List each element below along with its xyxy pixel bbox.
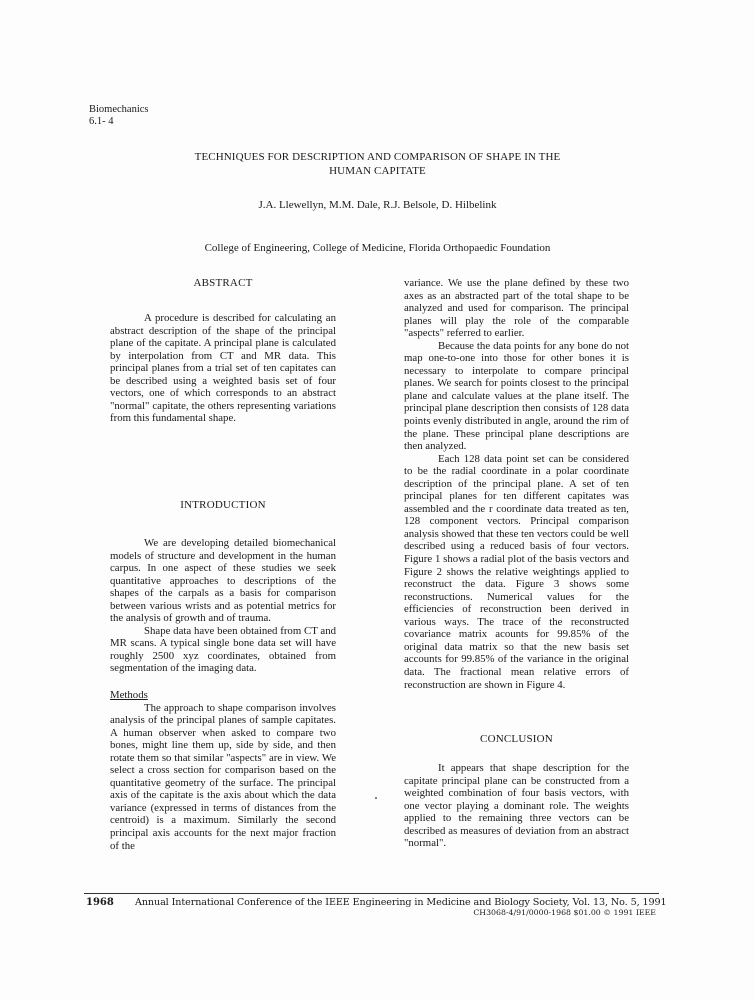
methods-paragraph-1: The approach to shape comparison involves analysis of the principal planes of sample capitates. A human observer when asked to compare two bones, might line them up, side by side, and then rotate them so that similar "aspects" are in view. We select a cross section for comparison based on the quantitative geometry of the surface. The principal axis of the capitate is the axis about which the data variance (expressed in terms of distances from the centroid) is a maximum. Similarly the second principal axis accounts for the next major fraction of the [110,701,336,852]
page-number: 1968 [86,897,114,908]
methods-paragraph-2: variance. We use the plane defined by these two axes as an abstracted part of the total shape to be analyzed and used for comparison. The principal planes will play the role of the comparable "aspects" referred to earlier. [404,277,629,340]
introduction-body [110,537,336,675]
abstract-paragraph: A procedure is described for calculating an abstract description of the shape of the principal plane of the capitate. A principal plane is calculated by interpolation from CT and MR data. This principal planes from a trial set of ten capitates can be described using a weighted basis set of four vectors, one of which corresponds to an abstract "normal" capitate, the others representing variations from this fundamental shape. [110,312,336,425]
footer-divider [84,893,659,894]
abstract-heading: ABSTRACT [193,277,253,289]
abstract-body [110,312,336,425]
introduction-heading: INTRODUCTION [180,499,266,511]
affiliation: College of Engineering, College of Medicine, Florida Orthopaedic Foundation [204,242,551,254]
conclusion-paragraph: It appears that shape description for the capitate principal plane can be constructed from a weighted combination of four basis vectors, with one vector playing a dominant role. The weights applied to the remaining three vectors can be described as measures of deviation from an abstract "normal". [404,762,629,850]
introduction-paragraph-1: We are developing detailed biomechanical models of structure and development in the human carpus. In one aspect of these studies we seek quantitative approaches to descriptions of the shapes of the carpals as a basis for comparison between various wrists and as potential metrics for the analysis of growth and of trauma. [110,537,336,625]
session-track: Biomechanics [89,104,149,115]
methods-paragraph-3: Because the data points for any bone do not map one-to-one into those for other bones it is necessary to interpolate to compare principal planes. We search for points closest to the principal plane and calculate values at the plane itself. The principal plane description then consists of 128 data points evenly distributed in angle, around the rim of the plane. These principal plane descriptions are then analyzed. [404,339,629,453]
copyright-code: CH3068-4/91/0000-1968 $01.00 © 1991 IEEE [473,908,656,917]
introduction-paragraph-2: Shape data have been obtained from CT and MR scans. A typical single bone data set will have roughly 2500 xyz coordinates, obtained from segmentation of the imaging data. [110,624,336,675]
conclusion-body [404,762,629,850]
author-list: J.A. Llewellyn, M.M. Dale, R.J. Belsole, D. Hilbelink [258,199,497,211]
methods-section [110,689,336,852]
conclusion-heading: CONCLUSION [480,733,553,745]
paper-title-line1: TECHNIQUES FOR DESCRIPTION AND COMPARISON OF SHAPE IN THE [194,151,561,163]
scan-speck [375,797,377,799]
paper-title-line2: HUMAN CAPITATE [329,165,426,177]
methods-paragraph-4: Each 128 data point set can be considered to be the radial coordinate in a polar coordinate description of the principal plane. A set of ten principal planes for ten different capitates was assembled and the r coordinate data treated as ten, 128 component vectors. Principal comparison analysis showed that these ten vectors could be well described using a reduced basis of four vectors. Figure 1 shows a radial plot of the basis vectors and Figure 2 shows the relative weightings applied to reconstruct the data. Figure 3 shows some reconstructions. Numerical values for the efficiencies of reconstruction been derived in various ways. The trace of the reconstructed covariance matrix acounts for 99.85% of the original data matrix so that the new basis set accounts for 99.85% of the variance in the original data. The fractional mean relative errors of reconstruction are shown in Figure 4. [404,452,629,691]
session-number: 6.1- 4 [89,116,114,127]
paper-title [0,150,755,178]
conference-citation: Annual International Conference of the IEEE Engineering in Medicine and Biology Society, Vol. 13, No. 5, 1991 [135,897,667,908]
methods-heading: Methods [110,689,148,701]
methods-continued [404,277,629,691]
session-label [89,104,148,128]
